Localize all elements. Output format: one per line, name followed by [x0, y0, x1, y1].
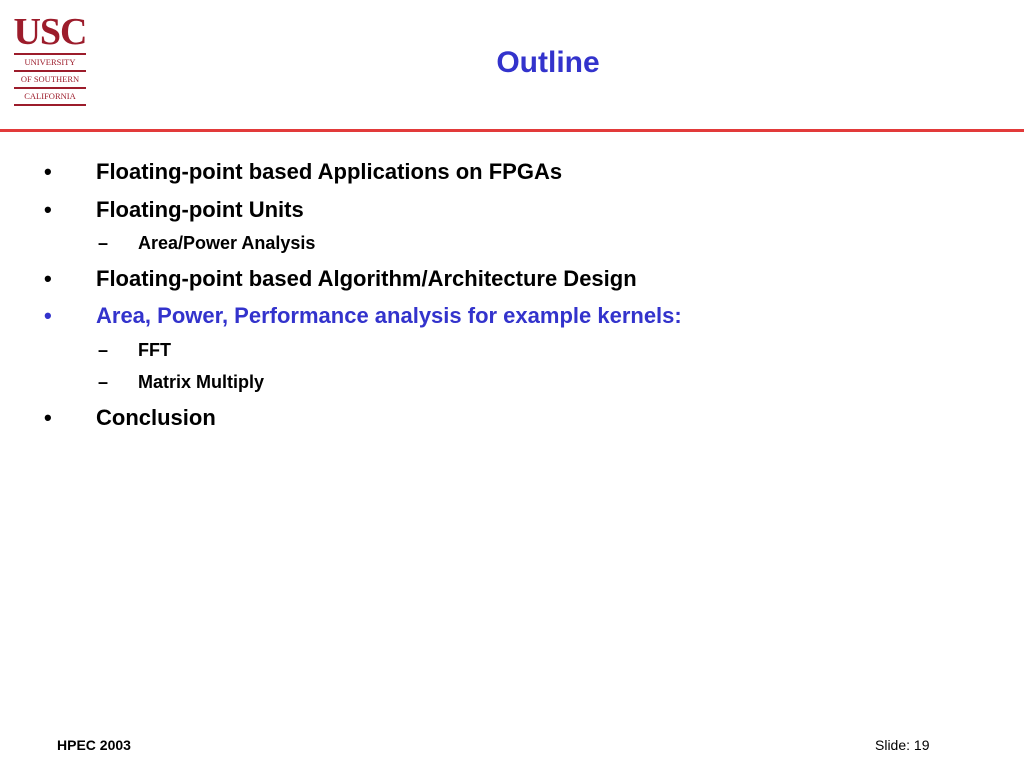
outline-item-text: Floating-point Units	[96, 197, 304, 222]
outline-subitem-text: Area/Power Analysis	[138, 233, 316, 253]
footer-conference: HPEC 2003	[57, 737, 131, 753]
slide-title: Outline	[496, 46, 600, 79]
dash-marker: –	[98, 372, 109, 392]
outline-subitem-text: Matrix Multiply	[138, 372, 265, 392]
dash-marker: –	[98, 233, 109, 253]
dash-marker: –	[98, 340, 109, 360]
logo-line-university: UNIVERSITY	[24, 57, 76, 67]
bullet-marker: •	[44, 197, 52, 222]
outline-item-text: Floating-point based Applications on FPGAs	[96, 159, 563, 184]
outline-item-text: Area, Power, Performance analysis for example kernels:	[96, 303, 682, 328]
logo-line-of-southern: OF SOUTHERN	[20, 74, 80, 84]
outline-item-text: Conclusion	[96, 405, 216, 430]
bullet-marker: •	[44, 159, 52, 184]
footer-slide-number: Slide: 19	[875, 737, 930, 753]
bullet-marker: •	[44, 303, 52, 328]
bullet-marker: •	[44, 405, 52, 430]
outline-subitem-text: FFT	[138, 340, 171, 360]
logo-line-california: CALIFORNIA	[24, 91, 76, 101]
bullet-marker: •	[44, 266, 52, 291]
logo-mark: USC	[13, 11, 87, 53]
outline-item-text: Floating-point based Algorithm/Architecture Design	[96, 266, 637, 291]
